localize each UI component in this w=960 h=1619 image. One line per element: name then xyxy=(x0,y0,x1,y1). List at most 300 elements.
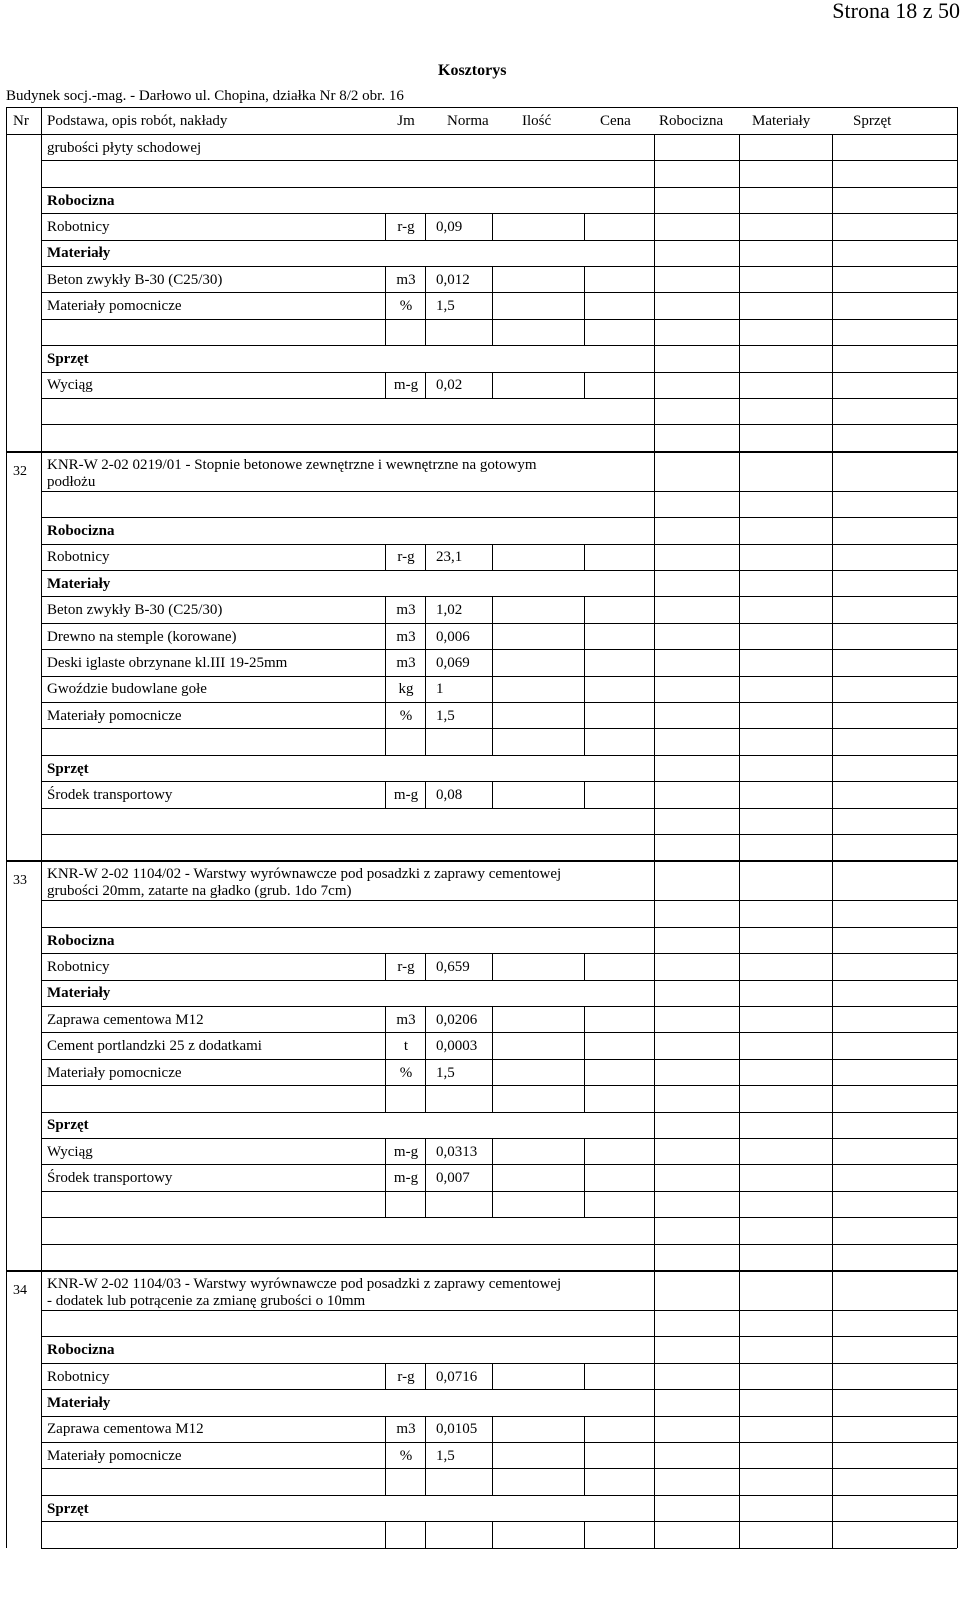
column-divider xyxy=(832,1363,833,1389)
item-description: Materiały pomocnicze xyxy=(47,1447,182,1464)
item-unit: m3 xyxy=(396,1011,416,1028)
column-divider xyxy=(654,345,655,371)
item-unit: m3 xyxy=(396,602,416,619)
row-divider xyxy=(41,1548,957,1549)
header-cell: Norma xyxy=(447,113,489,129)
row-divider xyxy=(41,1442,957,1443)
item-unit: r-g xyxy=(397,958,415,975)
column-divider xyxy=(739,1244,740,1270)
column-divider xyxy=(425,781,426,807)
column-divider xyxy=(739,213,740,239)
column-divider xyxy=(832,213,833,239)
column-divider xyxy=(425,319,426,345)
row-divider xyxy=(41,1244,957,1245)
column-divider xyxy=(654,953,655,979)
column-divider xyxy=(425,1521,426,1547)
header-cell: Ilość xyxy=(522,113,552,129)
item-norm: 1,5 xyxy=(436,1447,455,1464)
column-divider xyxy=(832,266,833,292)
column-divider xyxy=(832,980,833,1006)
item-norm: 0,09 xyxy=(436,218,463,235)
column-divider xyxy=(739,781,740,807)
item-description: Zaprawa cementowa M12 xyxy=(47,1421,204,1438)
column-divider xyxy=(385,1521,386,1547)
column-divider xyxy=(832,1244,833,1270)
column-divider xyxy=(832,424,833,450)
column-divider xyxy=(584,1032,585,1058)
column-divider xyxy=(739,623,740,649)
column-divider xyxy=(654,544,655,570)
item-unit: m3 xyxy=(396,654,416,671)
item-norm: 1,02 xyxy=(436,602,463,619)
section-heading: Robocizna xyxy=(47,932,115,949)
column-divider xyxy=(654,187,655,213)
column-divider xyxy=(832,676,833,702)
column-divider xyxy=(492,1059,493,1085)
column-divider xyxy=(832,491,833,517)
row-divider xyxy=(41,240,957,241)
column-divider xyxy=(832,649,833,675)
row-divider xyxy=(41,319,957,320)
column-divider xyxy=(832,808,833,834)
column-divider xyxy=(654,1059,655,1085)
column-divider xyxy=(739,160,740,186)
column-divider xyxy=(832,1521,833,1547)
column-divider xyxy=(654,134,655,160)
header-cell: Jm xyxy=(397,113,415,129)
position-description: KNR-W 2-02 1104/02 - Warstwy wyrównawcze pod posadzki z zaprawy cementowej xyxy=(47,866,562,883)
position-number: 32 xyxy=(13,463,27,479)
row-divider xyxy=(41,808,957,809)
item-norm: 23,1 xyxy=(436,549,463,566)
column-divider xyxy=(832,517,833,543)
row-divider xyxy=(41,570,957,571)
column-divider xyxy=(654,292,655,318)
item-unit: m3 xyxy=(396,628,416,645)
column-divider xyxy=(654,451,655,491)
column-divider xyxy=(739,398,740,424)
item-norm: 1,5 xyxy=(436,1064,455,1081)
column-divider xyxy=(739,1336,740,1362)
column-divider xyxy=(584,596,585,622)
column-divider xyxy=(492,1363,493,1389)
header-cell: Nr xyxy=(13,113,29,129)
column-divider xyxy=(654,160,655,186)
column-divider xyxy=(492,1416,493,1442)
section-heading: Materiały xyxy=(47,1394,111,1411)
column-divider xyxy=(654,517,655,543)
column-divider xyxy=(832,319,833,345)
column-divider xyxy=(832,1112,833,1138)
column-divider xyxy=(832,1059,833,1085)
column-divider xyxy=(832,345,833,371)
column-divider xyxy=(832,372,833,398)
column-divider xyxy=(654,319,655,345)
column-divider xyxy=(584,292,585,318)
column-divider xyxy=(739,676,740,702)
column-divider xyxy=(739,1416,740,1442)
column-divider xyxy=(584,649,585,675)
column-divider xyxy=(739,1032,740,1058)
column-divider xyxy=(832,398,833,424)
column-divider xyxy=(832,834,833,860)
item-description: Materiały pomocnicze xyxy=(47,1064,182,1081)
item-description: Robotnicy xyxy=(47,549,110,566)
header-cell: Materiały xyxy=(752,113,811,129)
section-heading: Robocizna xyxy=(47,522,115,539)
item-norm: 0,659 xyxy=(436,958,470,975)
column-divider xyxy=(832,134,833,160)
column-divider xyxy=(654,1495,655,1521)
item-norm: 0,0105 xyxy=(436,1421,478,1438)
column-divider xyxy=(654,1336,655,1362)
header-cell: Robocizna xyxy=(659,113,724,129)
item-unit: m-g xyxy=(393,786,419,803)
row-divider xyxy=(41,927,957,928)
column-divider xyxy=(584,1006,585,1032)
item-description: Środek transportowy xyxy=(47,1170,173,1187)
column-divider xyxy=(425,372,426,398)
row-divider xyxy=(41,266,957,267)
column-divider xyxy=(832,860,833,900)
row-divider xyxy=(41,1112,957,1113)
column-divider xyxy=(832,623,833,649)
row-divider xyxy=(41,1389,957,1390)
column-divider xyxy=(739,860,740,900)
column-divider xyxy=(654,570,655,596)
column-divider xyxy=(385,953,386,979)
column-divider xyxy=(654,1112,655,1138)
column-divider xyxy=(492,1138,493,1164)
column-divider xyxy=(654,1363,655,1389)
item-description: Środek transportowy xyxy=(47,786,173,803)
column-divider xyxy=(739,808,740,834)
column-divider xyxy=(385,544,386,570)
column-divider xyxy=(739,1363,740,1389)
column-divider xyxy=(425,623,426,649)
column-divider xyxy=(492,213,493,239)
column-divider xyxy=(739,1442,740,1468)
column-divider xyxy=(654,1521,655,1547)
column-divider xyxy=(385,623,386,649)
document-title: Kosztorys xyxy=(438,62,507,79)
section-heading: Sprzęt xyxy=(47,350,89,367)
item-description: Deski iglaste obrzynane kl.III 19-25mm xyxy=(47,654,288,671)
column-divider xyxy=(492,1032,493,1058)
row-divider xyxy=(41,1006,957,1007)
item-unit: m-g xyxy=(393,377,419,394)
item-description: Robotnicy xyxy=(47,1368,110,1385)
column-divider xyxy=(832,1416,833,1442)
column-divider xyxy=(739,292,740,318)
column-divider xyxy=(654,1468,655,1494)
column-divider xyxy=(654,623,655,649)
column-divider xyxy=(739,1059,740,1085)
column-divider xyxy=(654,834,655,860)
row-divider xyxy=(41,755,957,756)
row-divider xyxy=(41,491,957,492)
column-divider xyxy=(832,596,833,622)
column-divider xyxy=(832,755,833,781)
column-divider xyxy=(832,1006,833,1032)
column-divider xyxy=(425,1363,426,1389)
column-divider xyxy=(385,1032,386,1058)
column-divider xyxy=(584,1416,585,1442)
column-divider xyxy=(832,1442,833,1468)
column-divider xyxy=(385,1138,386,1164)
column-divider xyxy=(832,292,833,318)
column-divider xyxy=(492,596,493,622)
header-cell: Cena xyxy=(600,113,631,129)
item-description: Beton zwykły B-30 (C25/30) xyxy=(47,271,223,288)
item-unit: t xyxy=(403,1038,409,1055)
item-norm: 0,0003 xyxy=(436,1038,478,1055)
position-top-border xyxy=(6,861,957,862)
description-text: grubości płyty schodowej xyxy=(47,139,202,156)
row-divider xyxy=(41,1085,957,1086)
column-divider xyxy=(739,187,740,213)
column-divider xyxy=(654,1310,655,1336)
item-unit: m-g xyxy=(393,1170,419,1187)
column-divider xyxy=(739,451,740,491)
item-description: Materiały pomocnicze xyxy=(47,298,182,315)
column-divider xyxy=(584,623,585,649)
column-divider xyxy=(832,1495,833,1521)
row-divider xyxy=(41,834,957,835)
column-divider xyxy=(492,728,493,754)
header-cell: Podstawa, opis robót, nakłady xyxy=(47,113,228,129)
position-number: 34 xyxy=(13,1283,27,1298)
column-divider xyxy=(385,1191,386,1217)
column-divider xyxy=(654,927,655,953)
section-heading: Sprzęt xyxy=(47,1117,89,1134)
column-divider xyxy=(425,649,426,675)
column-divider xyxy=(832,1085,833,1111)
row-divider xyxy=(41,728,957,729)
column-divider xyxy=(584,1442,585,1468)
column-divider xyxy=(492,1521,493,1547)
row-divider xyxy=(41,398,957,399)
column-divider xyxy=(492,676,493,702)
column-divider xyxy=(385,676,386,702)
column-divider xyxy=(385,1006,386,1032)
section-heading: Materiały xyxy=(47,245,111,262)
column-divider xyxy=(425,1164,426,1190)
item-unit: % xyxy=(399,298,413,315)
row-divider xyxy=(41,1521,957,1522)
column-divider xyxy=(584,676,585,702)
item-norm: 0,02 xyxy=(436,377,463,394)
column-divider xyxy=(492,266,493,292)
item-unit: r-g xyxy=(397,218,415,235)
column-divider xyxy=(739,728,740,754)
row-divider xyxy=(41,980,957,981)
table-top-border xyxy=(6,107,957,108)
item-description: Zaprawa cementowa M12 xyxy=(47,1011,204,1028)
row-divider xyxy=(41,1468,957,1469)
item-norm: 0,0716 xyxy=(436,1368,478,1385)
row-divider xyxy=(41,1363,957,1364)
column-divider xyxy=(385,649,386,675)
item-unit: r-g xyxy=(397,549,415,566)
column-divider xyxy=(739,1112,740,1138)
column-divider xyxy=(654,1389,655,1415)
column-divider xyxy=(425,1006,426,1032)
column-divider xyxy=(832,702,833,728)
column-divider xyxy=(832,1336,833,1362)
column-divider xyxy=(832,451,833,491)
row-divider xyxy=(41,372,957,373)
header-bottom-border xyxy=(6,134,957,135)
item-description: Wyciąg xyxy=(47,377,93,394)
column-divider xyxy=(832,900,833,926)
column-divider xyxy=(425,266,426,292)
section-heading: Robocizna xyxy=(47,192,115,209)
column-divider xyxy=(385,1442,386,1468)
column-divider xyxy=(492,1164,493,1190)
column-divider xyxy=(654,1191,655,1217)
row-divider xyxy=(41,1164,957,1165)
column-divider xyxy=(654,398,655,424)
row-divider xyxy=(41,1217,957,1218)
row-divider xyxy=(41,649,957,650)
row-divider xyxy=(41,1032,957,1033)
column-divider xyxy=(832,1389,833,1415)
column-divider xyxy=(385,1468,386,1494)
row-divider xyxy=(41,213,957,214)
column-divider xyxy=(739,544,740,570)
section-heading: Sprzęt xyxy=(47,760,89,777)
column-divider xyxy=(584,1521,585,1547)
column-divider xyxy=(584,1363,585,1389)
row-divider xyxy=(41,596,957,597)
column-divider xyxy=(739,980,740,1006)
column-divider xyxy=(385,372,386,398)
item-unit: % xyxy=(399,1447,413,1464)
column-divider xyxy=(584,544,585,570)
column-divider xyxy=(584,1191,585,1217)
column-divider xyxy=(385,1363,386,1389)
column-divider xyxy=(654,1164,655,1190)
row-divider xyxy=(41,1059,957,1060)
column-divider xyxy=(739,755,740,781)
column-divider xyxy=(832,1270,833,1310)
column-divider xyxy=(385,1164,386,1190)
position-description: KNR-W 2-02 0219/01 - Stopnie betonowe zewnętrzne i wewnętrzne na gotowym xyxy=(47,456,537,473)
column-divider xyxy=(492,292,493,318)
column-divider xyxy=(492,544,493,570)
row-divider xyxy=(41,544,957,545)
row-divider xyxy=(41,781,957,782)
page-number: Strona 18 z 50 xyxy=(832,0,960,23)
column-divider xyxy=(739,1164,740,1190)
position-description-continued: podłożu xyxy=(47,473,96,490)
column-divider xyxy=(492,1442,493,1468)
column-divider xyxy=(385,596,386,622)
column-divider xyxy=(584,702,585,728)
column-divider xyxy=(739,345,740,371)
row-divider xyxy=(41,953,957,954)
row-divider xyxy=(41,900,957,901)
section-heading: Materiały xyxy=(47,575,111,592)
item-description: Beton zwykły B-30 (C25/30) xyxy=(47,602,223,619)
column-divider xyxy=(584,728,585,754)
item-description: Cement portlandzki 25 z dodatkami xyxy=(47,1038,262,1055)
column-divider xyxy=(654,1270,655,1310)
item-norm: 0,069 xyxy=(436,654,470,671)
column-divider xyxy=(425,544,426,570)
row-divider xyxy=(41,1138,957,1139)
column-divider xyxy=(832,781,833,807)
column-divider xyxy=(654,728,655,754)
column-divider xyxy=(739,570,740,596)
column-divider xyxy=(739,953,740,979)
item-unit: % xyxy=(399,1064,413,1081)
column-divider xyxy=(385,292,386,318)
column-divider xyxy=(739,134,740,160)
column-divider xyxy=(654,1085,655,1111)
column-divider xyxy=(584,372,585,398)
column-divider xyxy=(492,781,493,807)
column-divider xyxy=(739,900,740,926)
column-divider xyxy=(492,623,493,649)
column-divider xyxy=(425,728,426,754)
section-heading: Materiały xyxy=(47,985,111,1002)
column-divider xyxy=(425,1059,426,1085)
row-divider xyxy=(41,702,957,703)
column-divider xyxy=(654,1217,655,1243)
column-divider xyxy=(492,1468,493,1494)
item-unit: % xyxy=(399,707,413,724)
section-heading: Sprzęt xyxy=(47,1500,89,1517)
row-divider xyxy=(41,676,957,677)
row-divider xyxy=(41,292,957,293)
position-top-border xyxy=(6,452,957,453)
column-divider xyxy=(584,1085,585,1111)
column-divider xyxy=(739,702,740,728)
header-cell: Sprzęt xyxy=(853,113,892,129)
column-divider xyxy=(425,676,426,702)
desc-column-border xyxy=(41,107,42,1548)
column-divider xyxy=(654,980,655,1006)
column-divider xyxy=(654,781,655,807)
item-unit: m3 xyxy=(396,1421,416,1438)
column-divider xyxy=(654,1032,655,1058)
column-divider xyxy=(739,834,740,860)
column-divider xyxy=(654,1244,655,1270)
item-norm: 0,006 xyxy=(436,628,470,645)
column-divider xyxy=(654,649,655,675)
column-divider xyxy=(385,1059,386,1085)
column-divider xyxy=(832,1217,833,1243)
column-divider xyxy=(385,728,386,754)
column-divider xyxy=(832,1138,833,1164)
column-divider xyxy=(739,1495,740,1521)
item-description: Gwoździe budowlane gołe xyxy=(47,681,207,698)
position-number: 33 xyxy=(13,873,27,889)
position-description: KNR-W 2-02 1104/03 - Warstwy wyrównawcze pod posadzki z zaprawy cementowej xyxy=(47,1276,562,1292)
position-top-border xyxy=(6,1271,957,1272)
column-divider xyxy=(739,1270,740,1310)
column-divider xyxy=(492,702,493,728)
column-divider xyxy=(385,319,386,345)
item-unit: m3 xyxy=(396,271,416,288)
row-divider xyxy=(41,187,957,188)
column-divider xyxy=(739,266,740,292)
column-divider xyxy=(832,160,833,186)
row-divider xyxy=(41,623,957,624)
column-divider xyxy=(425,292,426,318)
